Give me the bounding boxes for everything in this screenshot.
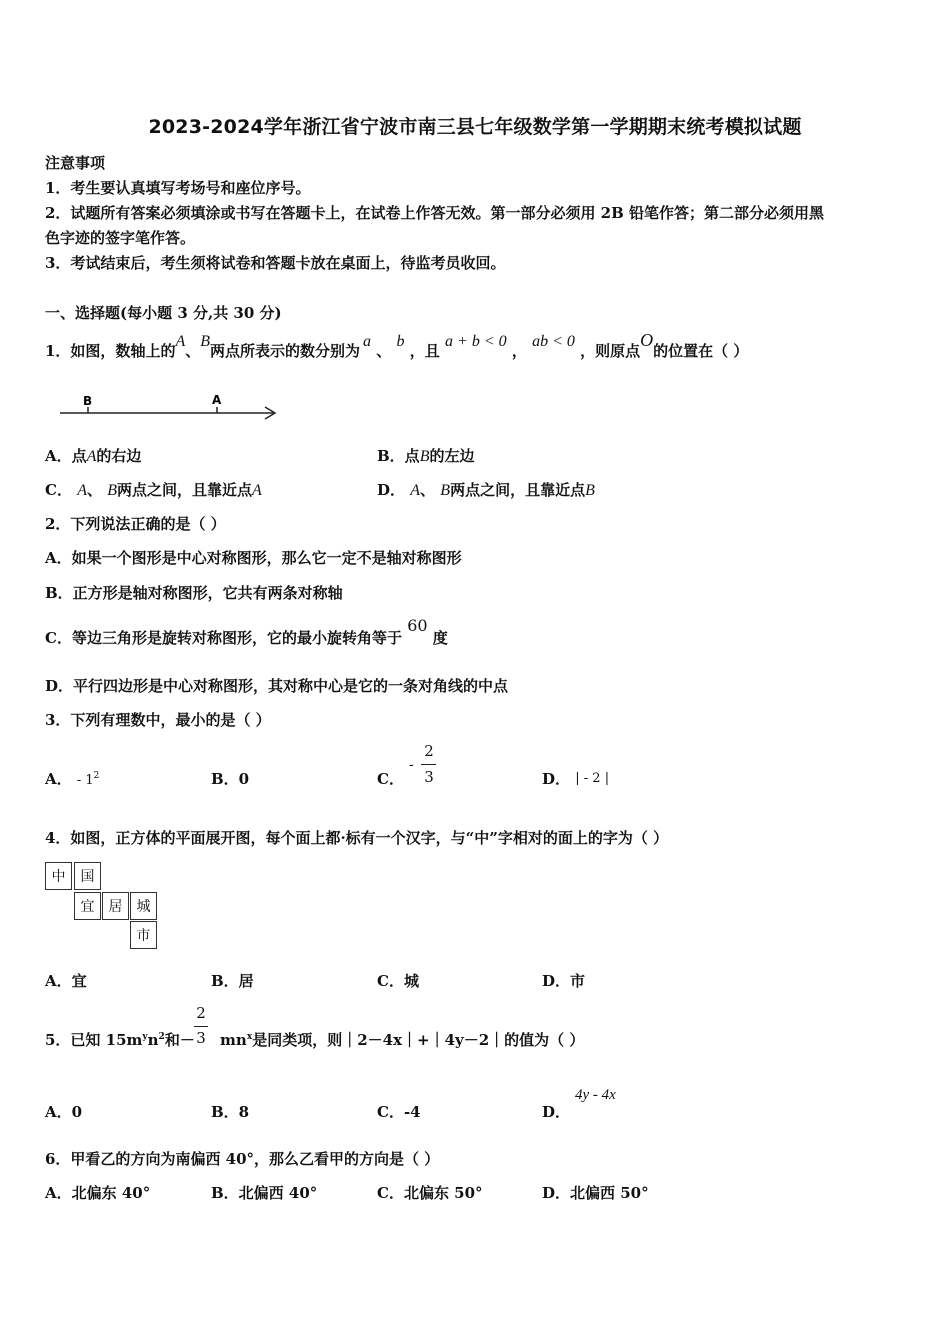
q6-option-d[interactable]: D．北偏西 50° [542,1184,649,1202]
section-heading: 一、选择题(每小题 3 分,共 30 分) [45,304,282,322]
q5-option-d-value: 4y - 4x [575,1087,616,1103]
page-title: 2023-2024学年浙江省宁波市南三县七年级数学第一学期期末统考模拟试题 [148,116,802,138]
q3-frac-num: 2 [424,742,434,760]
q3-option-a[interactable]: A． - $1^2$ [45,770,100,788]
notice-item: 1．考生要认真填写考场号和座位序号。 [45,179,311,197]
q6-option-a[interactable]: A．北偏东 40° [45,1184,151,1202]
q5-frac-bar [194,1026,208,1027]
q4-stem: 4．如图，正方体的平面展开图，每个面上都·标有一个汉字，与“中”字相对的面上的字为（ ） [45,829,669,847]
notice-item: 3．考试结束后，考生须将试卷和答题卡放在桌面上，待监考员收回。 [45,254,506,272]
q4-option-b[interactable]: B．居 [211,972,254,990]
q4-option-d[interactable]: D．市 [542,972,586,990]
net-cell: 市 [130,921,157,949]
q5-option-a[interactable]: A．0 [45,1103,83,1121]
q3-frac-bar [421,764,436,765]
q1-option-b[interactable]: B．点B的左边 [377,447,475,465]
net-cell: 城 [130,892,157,920]
q4-option-a[interactable]: A．宜 [45,972,87,990]
q5-option-b[interactable]: B．8 [211,1103,250,1121]
q5-frac-num: 2 [196,1004,206,1022]
q1-option-c[interactable]: C． A、 B两点之间，且靠近点A [45,481,262,499]
q1-stem: 1．如图，数轴上的A、B两点所表示的数分别为a 、 b ，且 a + b < 0 ， ab < 0 ，则原点O的位置在（ ） [45,330,749,360]
q4-option-c[interactable]: C．城 [377,972,419,990]
number-line [55,388,285,424]
q2-option-c[interactable]: C．等边三角形是旋转对称图形，它的最小旋转角等于 60 度 [45,616,448,647]
q3-option-c[interactable]: C． [377,770,404,788]
q2-stem: 2．下列说法正确的是（ ） [45,515,226,533]
cube-net [45,862,161,954]
notice-heading: 注意事项 [45,154,106,172]
q2-option-d[interactable]: D．平行四边形是中心对称图形，其对称中心是它的一条对角线的中点 [45,677,509,695]
point-b-label: B [83,394,93,408]
net-cell: 居 [102,892,129,920]
net-cell: 宜 [74,892,101,920]
q2-option-b[interactable]: B．正方形是轴对称图形，它共有两条对称轴 [45,584,343,602]
q3-frac-den: 3 [424,768,434,786]
net-cell: 中 [45,862,72,890]
notice-item: 2．试题所有答案必须填涂或书写在答题卡上，在试卷上作答无效。第一部分必须用 2B 铅笔作答；第二部分必须用黑 [45,204,825,222]
q6-option-c[interactable]: C．北偏东 50° [377,1184,483,1202]
q6-option-b[interactable]: B．北偏西 40° [211,1184,318,1202]
q5-frac-den: 3 [196,1029,206,1047]
q2-option-a[interactable]: A．如果一个图形是中心对称图形，那么它一定不是轴对称图形 [45,549,462,567]
q3-stem: 3．下列有理数中，最小的是（ ） [45,711,271,729]
q5-stem: 5．已知 $15m^yn^2$和－ $mn^x$是同类项，则｜2－4x｜+｜4y－2｜的值为（ ） [45,1031,585,1049]
net-cell: 国 [74,862,101,890]
q6-stem: 6．甲看乙的方向为南偏西 40°，那么乙看甲的方向是（ ） [45,1150,440,1168]
q1-option-d[interactable]: D． A、 B两点之间，且靠近点B [377,481,595,499]
q3-option-b[interactable]: B．0 [211,770,250,788]
q5-option-d[interactable]: D． [542,1103,571,1121]
point-a-label: A [212,393,222,407]
q3-option-c-sign: - [409,757,414,773]
q5-option-c[interactable]: C．-4 [377,1103,421,1121]
notice-item: 色字迹的签字笔作答。 [45,229,196,247]
q3-option-d[interactable]: D． | - 2 | [542,770,610,788]
q1-option-a[interactable]: A．点A的右边 [45,447,142,465]
